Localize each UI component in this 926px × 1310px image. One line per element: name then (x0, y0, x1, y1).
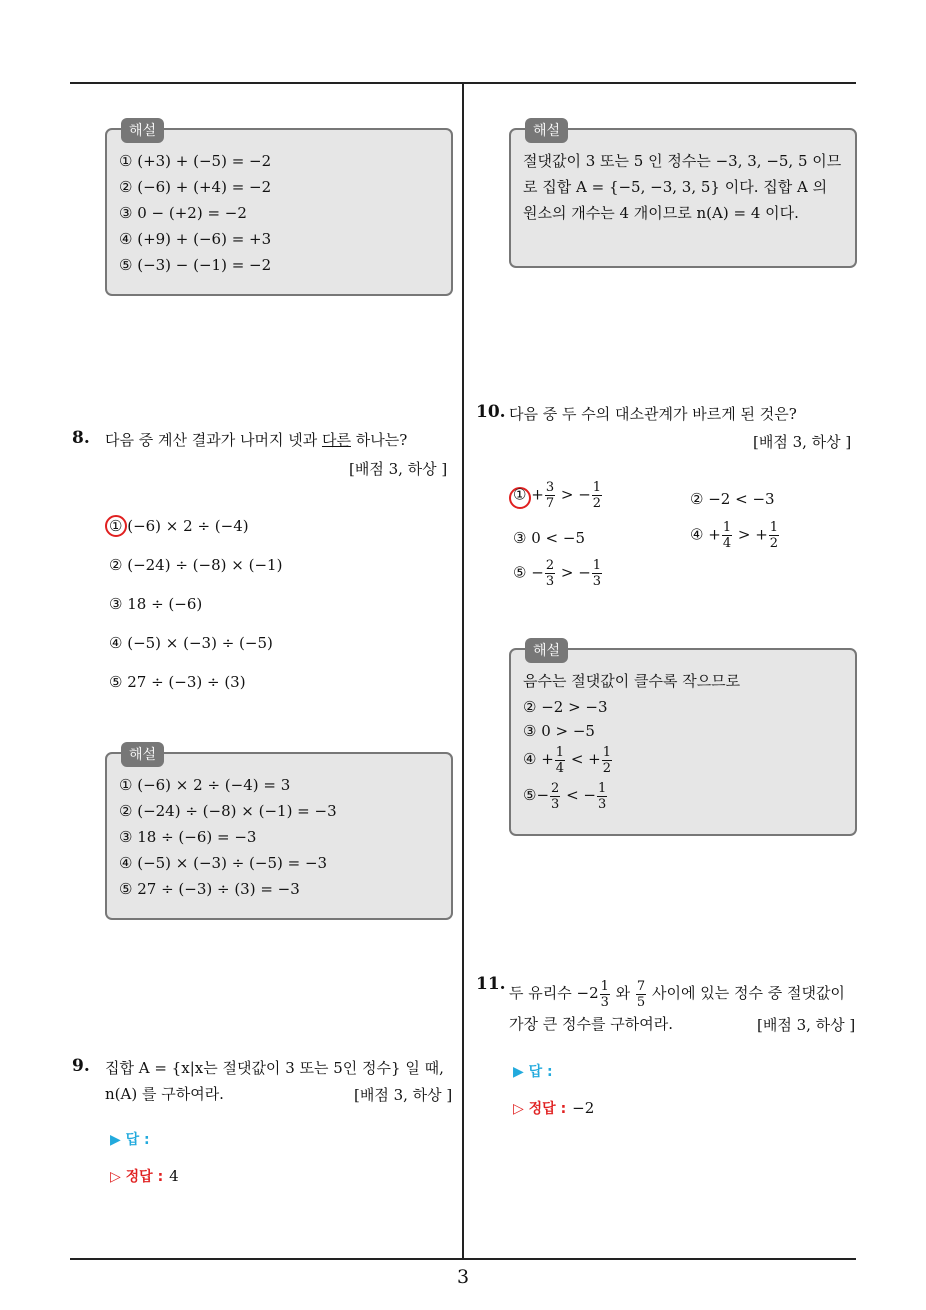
question-10-choice-4[interactable]: ④ + $\frac{1}{4}$ > + $\frac{1}{2}$ (690, 520, 779, 551)
fraction: $\frac{2}{3}$ (545, 558, 555, 589)
solution-label: 해설 (121, 742, 164, 767)
question-8-solution-box (105, 747, 453, 920)
solution-line: ① (+3) + (−5) = −2 (119, 152, 272, 170)
solution-line: ④ (−5) × (−3) ÷ (−5) = −3 (119, 854, 328, 872)
fraction: $\frac{1}{2}$ (602, 744, 612, 776)
question-8-choice-4[interactable]: ④ (−5) × (−3) ÷ (−5) (109, 634, 273, 652)
question-11-points: [배점 3, 하상 ] (757, 1016, 856, 1034)
correct-value: 4 (169, 1167, 179, 1185)
fraction: $\frac{3}{7}$ (545, 480, 555, 511)
bottom-rule (70, 1258, 856, 1260)
question-10-points: [배점 3, 하상 ] (753, 433, 852, 451)
correct-label: ▷ 정답 : (513, 1101, 567, 1117)
question-9-line-1: 집합 A = {x|x는 절댓값이 3 또는 5인 정수} 일 때, (105, 1059, 444, 1077)
solution-line: ③ 18 ÷ (−6) = −3 (119, 828, 257, 846)
solution-box-prev-left (105, 123, 453, 296)
fraction: $\frac{2}{3}$ (551, 780, 560, 812)
question-11-correct-answer (513, 1098, 594, 1118)
fraction: $\frac{1}{4}$ (555, 744, 565, 776)
page-number: 3 (456, 1266, 470, 1288)
solution-line: ④ + $\frac{1}{4}$ < + $\frac{1}{2}$ (523, 744, 612, 776)
fraction: $\frac{7}{5}$ (636, 978, 646, 1010)
question-8-choice-5[interactable]: ⑤ 27 ÷ (−3) ÷ (3) (109, 673, 246, 691)
question-11-line-1: 두 유리수 −2 $\frac{1}{3}$ 와 $\frac{7}{5}$ 사이에 있는 정수 중 절댓값이 (509, 978, 845, 1010)
fraction: $\frac{1}{2}$ (592, 480, 602, 511)
solution-box-prev-right (509, 123, 857, 268)
question-10-choice-5[interactable]: ⑤ − $\frac{2}{3}$ > − $\frac{1}{3}$ (513, 558, 602, 589)
fraction: $\frac{1}{4}$ (722, 520, 732, 551)
question-9-points: [배점 3, 하상 ] (354, 1086, 453, 1104)
solution-label: 해설 (121, 118, 164, 143)
solution-line: ③ 0 > −5 (523, 722, 595, 740)
question-8-choice-3[interactable]: ③ 18 ÷ (−6) (109, 595, 203, 613)
fraction: $\frac{1}{3}$ (597, 780, 607, 812)
question-8-text-post: 하나는? (350, 431, 408, 449)
question-10-text: 다음 중 두 수의 대소관계가 바르게 된 것은? (509, 405, 797, 423)
question-9-number: 9. (72, 1056, 90, 1076)
question-8-underlined-word: 다른 (321, 431, 351, 449)
solution-label: 해설 (525, 118, 568, 143)
fraction: $\frac{1}{2}$ (769, 520, 779, 551)
question-8-text-pre: 다음 중 계산 결과가 나머지 넷과 (105, 431, 322, 449)
question-9-correct-answer (110, 1166, 179, 1186)
question-10-choice-3[interactable]: ③ 0 < −5 (513, 529, 585, 547)
solution-text: 절댓값이 3 또는 5 인 정수는 −3, 3, −5, 5 이므로 집합 A = {−5, −3, 3, 5} 이다. 집합 A 의 원소의 개수는 4 개이므로 n(A) = 4 이다. (523, 152, 842, 222)
solution-line: ④ (+9) + (−6) = +3 (119, 230, 272, 248)
question-11-line-2: 가장 큰 정수를 구하여라. (509, 1015, 673, 1033)
solution-line: ② (−6) + (+4) = −2 (119, 178, 272, 196)
question-10-solution-box (509, 643, 857, 836)
solution-label: 해설 (525, 638, 568, 663)
solution-line: ② −2 > −3 (523, 698, 608, 716)
question-11-answer-label: ▶ 답 : (513, 1064, 553, 1080)
question-8-points: [배점 3, 하상 ] (349, 460, 448, 478)
solution-line: ② (−24) ÷ (−8) × (−1) = −3 (119, 802, 337, 820)
question-8-choice-2[interactable]: ② (−24) ÷ (−8) × (−1) (109, 556, 283, 574)
solution-line: ⑤ (−3) − (−1) = −2 (119, 256, 272, 274)
question-10-number: 10. (476, 402, 506, 422)
solution-line: ③ 0 − (+2) = −2 (119, 204, 247, 222)
question-8-text (105, 426, 407, 454)
correct-label: ▷ 정답 : (110, 1169, 164, 1185)
question-9-answer-label: ▶ 답 : (110, 1132, 150, 1148)
question-9-line-2: n(A) 를 구하여라. (105, 1085, 224, 1103)
fraction: $\frac{1}{3}$ (600, 978, 609, 1010)
question-10-choice-2[interactable]: ② −2 < −3 (690, 490, 775, 508)
correct-value: −2 (572, 1099, 595, 1117)
solution-line: ⑤ 27 ÷ (−3) ÷ (3) = −3 (119, 880, 300, 898)
solution-line: ① (−6) × 2 ÷ (−4) = 3 (119, 776, 291, 794)
column-divider (462, 82, 464, 1258)
question-8-choice-1[interactable]: ① (−6) × 2 ÷ (−4) (109, 517, 249, 535)
fraction: $\frac{1}{3}$ (592, 558, 602, 589)
question-8-number: 8. (72, 428, 90, 448)
question-11-number: 11. (476, 974, 506, 994)
solution-line: 음수는 절댓값이 클수록 작으므로 (523, 672, 741, 690)
question-10-choice-1[interactable]: ① + $\frac{3}{7}$ > − $\frac{1}{2}$ (513, 480, 602, 511)
solution-line: ⑤− $\frac{2}{3}$ < − $\frac{1}{3}$ (523, 780, 607, 812)
